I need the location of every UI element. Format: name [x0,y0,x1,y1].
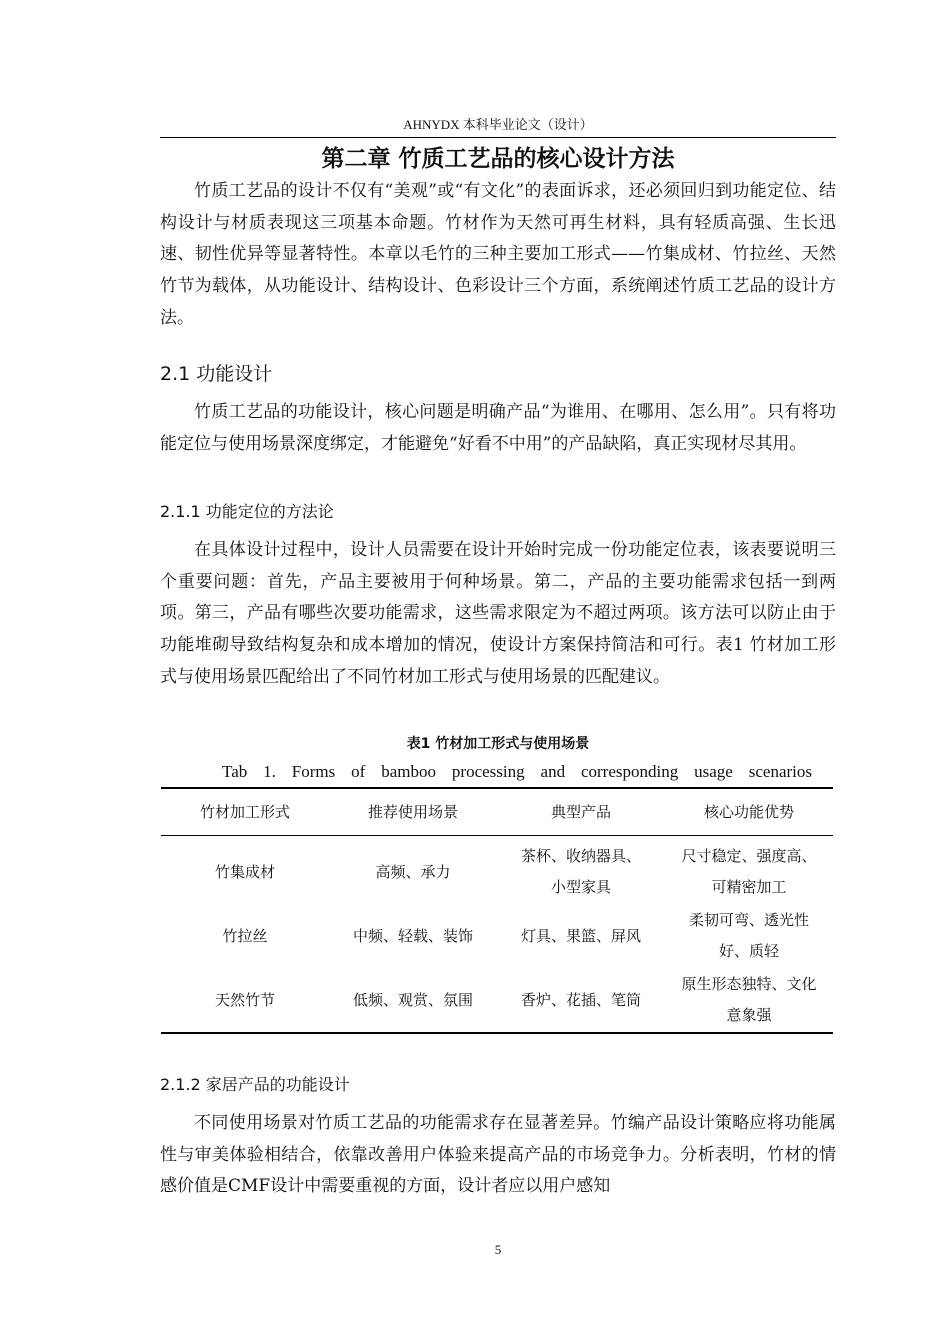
table-cell-line: 小型家具 [550,878,611,896]
section-2-1-1-paragraph: 在具体设计过程中，设计人员需要在设计开始时完成一份功能定位表，该表要说明三个重要问题：首先，产品主要被用于何种场景。第二，产品的主要功能需求包括一到两项。第三，产品有哪些次要功能需求，这些需求限定为不超过两项。该方法可以防止由于功能堆砌导致结构复杂和成本增加的情况，使设计方案保持简洁和可行。表1 竹材加工形式与使用场景匹配给出了不同竹材加工形式与使用场景的匹配建议。 [160,540,836,687]
table-cell: 竹拉丝 [222,926,268,945]
table-header-cell: 竹材加工形式 [199,802,290,821]
table-row [161,840,833,904]
table-cell: 天然竹节 [214,990,275,1009]
table-cell: 高频、承力 [375,862,451,881]
table-cell-line: 可精密加工 [711,878,787,896]
section-2-1-2-paragraph: 不同使用场景对竹质工艺品的功能需求存在显著差异。竹编产品设计策略应将功能属性与审美体验相结合，依靠改善用户体验来提高产品的市场竞争力。分析表明，竹材的情感价值是CMF设计中需要重视的方面，设计者应以用户感知 [160,1113,836,1197]
page-number: 5 [494,1242,502,1257]
table-header-row [161,789,833,836]
table-cell-line: 茶杯、收纳器具、 [520,847,641,865]
table-row [161,904,833,968]
table-cell-line: 尺寸稳定、强度高、 [681,847,817,865]
table-cell [665,841,833,903]
table-header-cell: 核心功能优势 [703,802,794,821]
table-caption-en: Tab 1. Forms of bamboo processing and corresponding usage scenarios [222,762,812,781]
table-cell-line: 意象强 [726,1006,772,1024]
table-cell-line: 柔韧可弯、透光性 [688,911,809,929]
header-divider [160,137,836,138]
table-header-cell: 典型产品 [550,802,611,821]
running-header: AHNYDX 本科毕业论文（设计） [403,117,593,132]
chapter-title: 第二章 竹质工艺品的核心设计方法 [321,146,675,172]
table-cell-line: 原生形态独特、文化 [681,975,817,993]
section-heading-2-1-1: 2.1.1 功能定位的方法论 [160,502,334,521]
table-row [161,968,833,1032]
bamboo-processing-table [161,787,833,1034]
section-2-1-paragraph: 竹质工艺品的功能设计，核心问题是明确产品“为谁用、在哪用、怎么用”。只有将功能定位与使用场景深度绑定，才能避免“好看不中用”的产品缺陷，真正实现材尽其用。 [160,402,836,454]
table-cell: 香炉、花插、笔筒 [520,990,641,1009]
table-cell: 中频、轻载、装饰 [352,926,473,945]
table-cell: 竹集成材 [214,862,275,881]
section-heading-2-1: 2.1 功能设计 [160,363,273,385]
table-cell [497,841,665,903]
table-cell [665,969,833,1031]
table-cell [665,905,833,967]
table-cell: 灯具、果篮、屏风 [520,926,641,945]
table-caption-cn: 表1 竹材加工形式与使用场景 [406,736,590,752]
table-header-cell: 推荐使用场景 [367,802,458,821]
table-cell: 低频、观赏、氛围 [352,990,473,1009]
intro-paragraph: 竹质工艺品的设计不仅有“美观”或“有文化”的表面诉求，还必须回归到功能定位、结构设计与材质表现这三项基本命题。竹材作为天然可再生材料，具有轻质高强、生长迅速、韧性优异等显著特性。本章以毛竹的三种主要加工形式——竹集成材、竹拉丝、天然竹节为载体，从功能设计、结构设计、色彩设计三个方面，系统阐述竹质工艺品的设计方法。 [160,181,836,328]
table-cell-line: 好、质轻 [718,942,779,960]
section-heading-2-1-2: 2.1.2 家居产品的功能设计 [160,1075,350,1094]
